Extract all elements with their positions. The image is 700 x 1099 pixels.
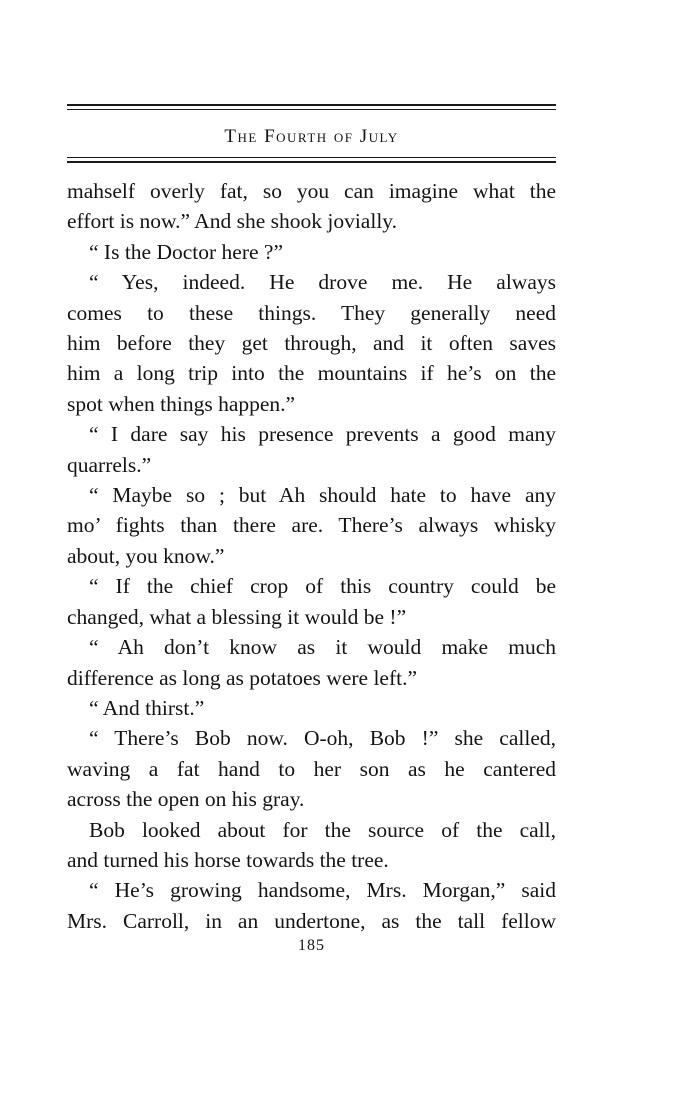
text-line: him before they get through, and it often saves	[67, 331, 556, 356]
text-line: effort is now.” And she shook jovially.	[67, 209, 398, 234]
header-rule-top	[67, 104, 556, 110]
text-line: mo’ fights than there are. There’s always whisky	[67, 513, 556, 538]
text-line: across the open on his gray.	[67, 787, 305, 812]
text-line: comes to these things. They generally need	[67, 300, 556, 325]
text-line: “ Ah don’t know as it would make much	[89, 635, 556, 660]
text-line: “ And thirst.”	[89, 695, 205, 720]
text-line: spot when things happen.”	[67, 391, 296, 416]
text-line: “ Is the Doctor here ?”	[89, 239, 283, 264]
text-line: mahself overly fat, so you can imagine what the	[67, 179, 556, 203]
text-line: Mrs. Carroll, in an undertone, as the tall fellow	[67, 908, 556, 933]
book-page	[67, 0, 556, 1099]
text-line: him a long trip into the mountains if he’s on the	[67, 361, 556, 386]
header-rule-bottom	[67, 157, 556, 163]
text-line: Bob looked about for the source of the call,	[89, 817, 556, 842]
text-line: changed, what a blessing it would be !”	[67, 604, 407, 629]
text-line: and turned his horse towards the tree.	[67, 847, 389, 872]
page-number: 185	[298, 937, 325, 954]
text-line: about, you know.”	[67, 543, 225, 568]
text-line: waving a fat hand to her son as he cantered	[67, 756, 556, 781]
text-line: quarrels.”	[67, 452, 152, 477]
text-line: “ There’s Bob now. O-oh, Bob !” she called,	[89, 726, 556, 751]
text-line: “ Yes, indeed. He drove me. He always	[89, 270, 556, 295]
running-head: The Fourth of July	[224, 126, 399, 147]
text-line: “ He’s growing handsome, Mrs. Morgan,” said	[89, 878, 556, 903]
text-line: “ If the chief crop of this country could be	[89, 574, 556, 599]
text-line: “ Maybe so ; but Ah should hate to have any	[89, 483, 556, 508]
text-line: difference as long as potatoes were left.”	[67, 665, 418, 690]
text-line: “ I dare say his presence prevents a good many	[89, 422, 556, 447]
body-text	[67, 176, 556, 936]
